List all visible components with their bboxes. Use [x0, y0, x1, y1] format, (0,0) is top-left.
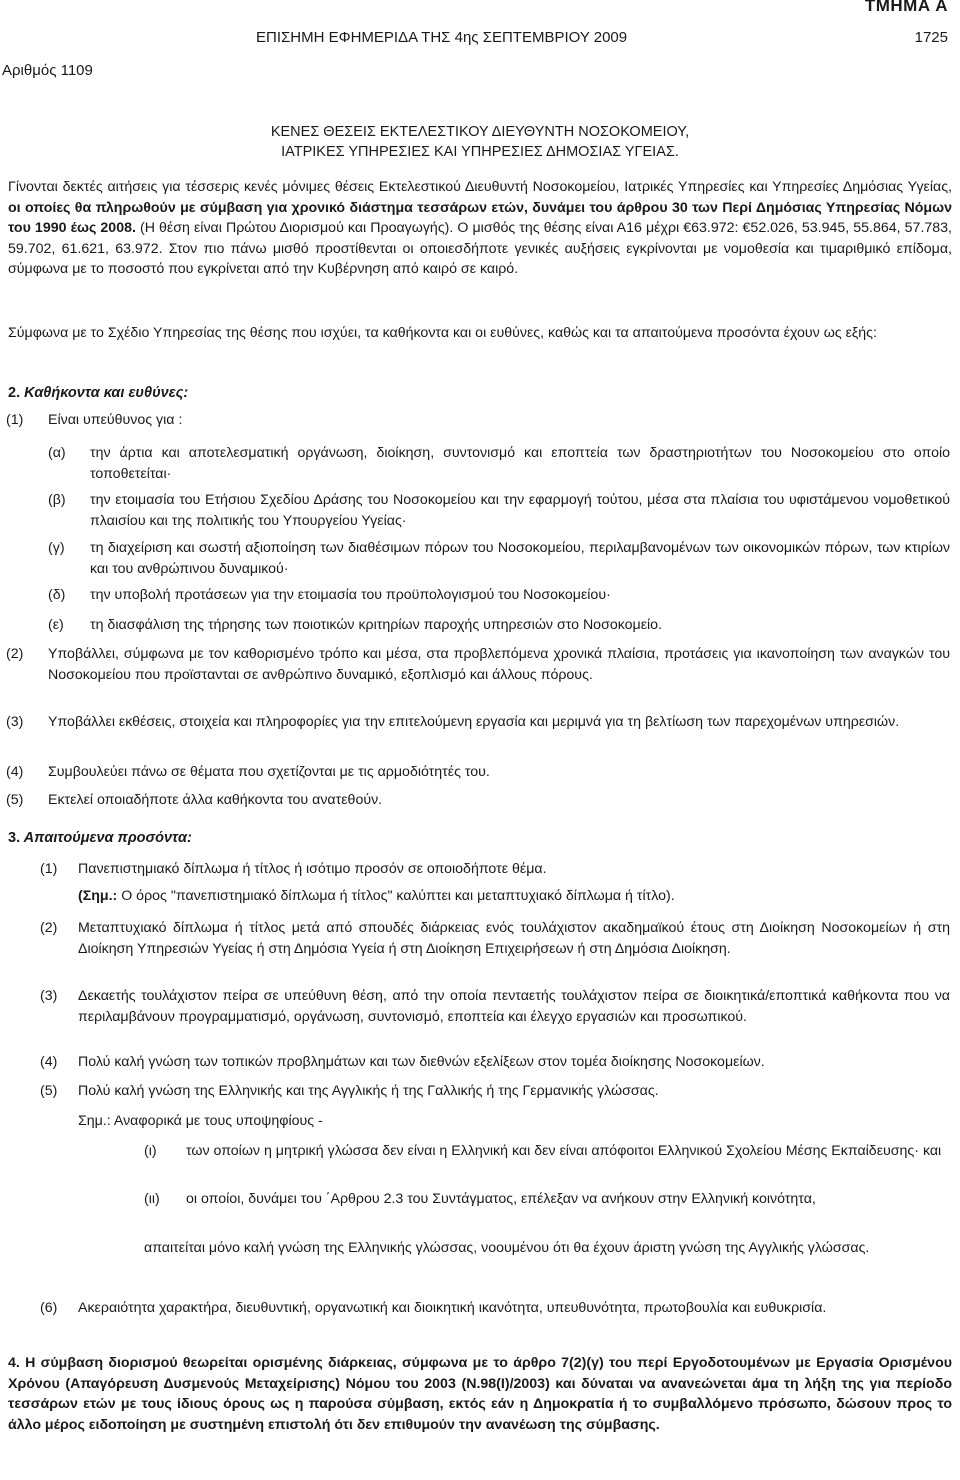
- qualification-marker: (6): [40, 1300, 58, 1316]
- plan-paragraph: Σύμφωνα με το Σχέδιο Υπηρεσίας της θέσης που ισχύει, τα καθήκοντα και οι ευθύνες, καθώς και τα απαιτούμενα προσόντα έχουν ως εξής:: [8, 325, 877, 341]
- duty-item: Είναι υπεύθυνος για :: [48, 412, 183, 428]
- duty-marker: (5): [6, 792, 24, 808]
- duty-item: τη διασφάλιση της τήρησης των ποιοτικών κριτηρίων παροχής υπηρεσιών στο Νοσοκομείο.: [90, 617, 663, 633]
- intro-text-bold: οι οποίες θα πληρωθούν με σύμβαση για χρονικό διάστημα τεσσάρων ετών, δυνάμει του άρθρου 30 των Περί Δημόσιας Υπηρεσίας Νόμων του 1990 έως 2008.: [8, 199, 952, 236]
- duties-heading: [8, 385, 188, 401]
- note-item: οι οποίοι, δυνάμει του ΄Αρθρου 2.3 του Συντάγματος, επέλεξαν να ανήκουν στην Ελληνική κοινότητα,: [186, 1191, 816, 1207]
- intro-text-3: (Η θέση είναι Πρώτου Διορισμού και Προαγωγής). Ο μισθός της θέσης είναι Α16 μέχρι €63.972: €52.026, 53.945, 55.864, 57.783, 59.702, 61.621, 63.972. Στον πιο πάνω μισθό προστίθενται οι οποιεσδήποτε γενικές αυξήσεις εγκρίνονται με νομοθεσία και τιμαριθμικό επίδομα, σύμφωνα με το ποσοστό που εγκρίνεται από την Κυβέρνηση από καιρό σε καιρό.: [8, 220, 953, 277]
- qualification-marker: (5): [40, 1083, 58, 1099]
- qualification-item: Δεκαετής τουλάχιστον πείρα σε υπεύθυνη θέση, από την οποία πενταετής τουλάχιστον πείρα σε διοικητικά/εποπτικά καθήκοντα που να περιλαμβάνουν προγραμματισμό, οργάνωση, συντονισμό, εποπτεία και έλεγχο εργασιών και προσωπικού.: [78, 988, 950, 1025]
- note-label: (Σημ.:: [78, 888, 118, 904]
- duty-marker: (1): [6, 412, 24, 428]
- closing-paragraph: [8, 1353, 952, 1435]
- duties-heading-num: 2.: [8, 385, 21, 401]
- duty-marker: (γ): [48, 540, 65, 556]
- closing-text: Η σύμβαση διορισμού θεωρείται ορισμένης διάρκειας, σύμφωνα με το άρθρο 7(2)(γ) του περί Εργοδοτουμένων με Εργασία Ορισμένου Χρόνου (Απαγόρευση Δυσμενούς Μεταχείρισης) Νόμου του 2003 (Ν.98(Ι)/2003) και δύναται να ανανεώνεται άμα τη λήξη της για περίοδο τεσσάρων ετών με τους ίδιους όρους ως η παρούσα σύμβαση, εκτός εάν η Δημοκρατία ή το συμβαλλόμενο πρόσωπο, δώσουν προς το άλλο μέρος ειδοποίηση με συστημένη επιστολή ότι δεν επιθυμούν την ανανέωση της σύμβασης.: [8, 1355, 952, 1433]
- duty-marker: (ε): [48, 617, 64, 633]
- note-conclusion: απαιτείται μόνο καλή γνώση της Ελληνικής γλώσσας, νοουμένου ότι θα έχουν άριστη γνώση της Αγγλικής γλώσσας.: [144, 1240, 870, 1256]
- section-label: ΤΜΗΜΑ Α: [864, 0, 948, 15]
- title-line-1: ΚΕΝΕΣ ΘΕΣΕΙΣ ΕΚΤΕΛΕΣΤΙΚΟΥ ΔΙΕΥΘΥΝΤΗ ΝΟΣΟΚΟΜΕΙΟΥ,: [270, 124, 690, 140]
- closing-num: 4.: [8, 1355, 20, 1371]
- qualification-marker: (3): [40, 988, 58, 1004]
- duty-item: Συμβουλεύει πάνω σε θέματα που σχετίζονται με τις αρμοδιότητές του.: [48, 764, 490, 780]
- gazette-title: ΕΠΙΣΗΜΗ ΕΦΗΜΕΡΙΔΑ ΤΗΣ 4ης ΣΕΠΤΕΜΒΡΙΟΥ 2009: [256, 29, 628, 46]
- qualification-item: Πανεπιστημιακό δίπλωμα ή τίτλος ή ισότιμο προσόν σε οποιοδήποτε θέμα.: [78, 861, 547, 877]
- qualification-note: [78, 886, 950, 907]
- duties-heading-text: Καθήκοντα και ευθύνες:: [24, 385, 189, 401]
- duty-marker: (δ): [48, 587, 66, 603]
- duty-item: την ετοιμασία του Ετήσιου Σχεδίου Δράσης του Νοσοκομείου και την εφαρμογή τούτου, μέσα στα πλαίσια του υφιστάμενου νομοθετικού πλαισίου και της πολιτικής του Υπουργείου Υγείας·: [90, 492, 950, 529]
- duty-item: την υποβολή προτάσεων για την ετοιμασία του προϋπολογισμού του Νοσοκομείου·: [90, 587, 611, 603]
- note-item: των οποίων η μητρική γλώσσα δεν είναι η Ελληνική και δεν είναι απόφοιτοι Ελληνικού Σχολείου Μέσης Εκπαίδευσης· και: [186, 1143, 942, 1159]
- qualification-item: Πολύ καλή γνώση της Ελληνικής και της Αγγλικής ή της Γαλλικής ή της Γερμανικής γλώσσας.: [78, 1083, 659, 1099]
- qualifications-heading: [8, 830, 192, 846]
- qualification-marker: (2): [40, 920, 58, 936]
- duty-item: Εκτελεί οποιαδήποτε άλλα καθήκοντα του ανατεθούν.: [48, 792, 383, 808]
- note-marker: (ι): [144, 1143, 157, 1159]
- duty-item: τη διαχείριση και σωστή αξιοποίηση των διαθέσιμων πόρων του Νοσοκομείου, περιλαμβανομένων των οικονομικών πόρων, των κτιρίων και του ανθρώπινου δυναμικού·: [90, 540, 950, 577]
- duty-marker: (α): [48, 445, 66, 461]
- qualification-marker: (1): [40, 861, 58, 877]
- title-line-2: ΙΑΤΡΙΚΕΣ ΥΠΗΡΕΣΙΕΣ ΚΑΙ ΥΠΗΡΕΣΙΕΣ ΔΗΜΟΣΙΑΣ ΥΓΕΙΑΣ.: [281, 144, 679, 160]
- qualification-item: Ακεραιότητα χαρακτήρα, διευθυντική, οργανωτική και διοικητική ικανότητα, υπευθυνότητα, πρωτοβουλία και ευθυκρισία.: [78, 1300, 827, 1316]
- duty-marker: (β): [48, 492, 66, 508]
- duty-marker: (2): [6, 646, 24, 662]
- qualifications-heading-text: Απαιτούμενα προσόντα:: [23, 830, 192, 846]
- note-text: Ο όρος "πανεπιστημιακό δίπλωμα ή τίτλος" καλύπτει και μεταπτυχιακό δίπλωμα ή τίτλο).: [117, 888, 675, 904]
- intro-paragraph: [8, 177, 952, 280]
- qualifications-heading-num: 3.: [8, 830, 21, 846]
- qualification-note-intro: Σημ.: Αναφορικά με τους υποψηφίους -: [78, 1113, 323, 1129]
- qualification-item: Μεταπτυχιακό δίπλωμα ή τίτλος μετά από σπουδές διάρκειας ενός τουλάχιστον ακαδημαϊκού έτους στη Διοίκηση Νοσοκομείων ή στη Διοίκηση Υπηρεσιών Υγείας ή στη Δημόσια Υγεία ή στη Διοίκηση Επιχειρήσεων ή στη Δημόσια Διοίκηση.: [78, 920, 950, 957]
- duty-item: Υποβάλλει, σύμφωνα με τον καθορισμένο τρόπο και μέσα, στα προβλεπόμενα χρονικά πλαίσια, προτάσεις για ικανοποίηση των αναγκών του Νοσοκομείου που προϊστανται σε ανθρώπινο δυναμικό, εξοπλισμό και άλλους πόρους.: [48, 646, 950, 683]
- qualification-marker: (4): [40, 1054, 58, 1070]
- issue-number: Αριθμός 1109: [2, 62, 93, 79]
- intro-text-1: Γίνονται δεκτές αιτήσεις για τέσσερις κενές μόνιμες θέσεις Εκτελεστικού Διευθυντή Νοσοκομείου, Ιατρικές Υπηρεσίες και Υπηρεσίες Δημόσιας Υγείας,: [8, 179, 952, 195]
- page-number: 1725: [914, 29, 948, 46]
- note-marker: (ιι): [144, 1191, 160, 1207]
- duty-item: Υποβάλλει εκθέσεις, στοιχεία και πληροφορίες για την επιτελούμενη εργασία και μεριμνά για τη βελτίωση των παρεχομένων υπηρεσιών.: [48, 714, 900, 730]
- duty-marker: (3): [6, 714, 24, 730]
- duty-item: την άρτια και αποτελεσματική οργάνωση, διοίκηση, συντονισμό και εποπτεία των δραστηριοτήτων του Νοσοκομείου στο οποίο τοποθετείται·: [90, 445, 950, 482]
- duty-marker: (4): [6, 764, 24, 780]
- qualification-item: Πολύ καλή γνώση των τοπικών προβλημάτων και των διεθνών εξελίξεων στον τομέα διοίκησης Νοσοκομείων.: [78, 1054, 765, 1070]
